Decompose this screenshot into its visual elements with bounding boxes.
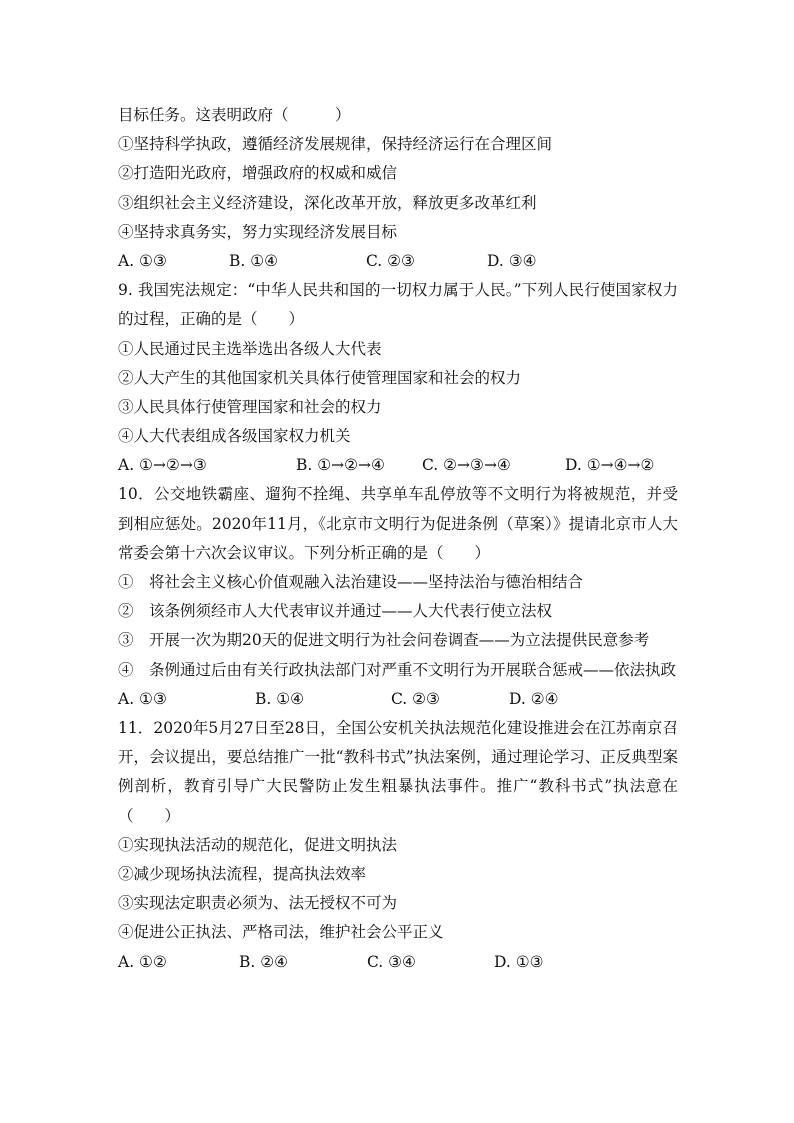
q10-option-d: D. ②④	[509, 689, 559, 708]
q10-options	[118, 685, 678, 714]
q9-item-2: ②人大产生的其他国家机关具体行使管理国家和社会的权力	[118, 368, 522, 387]
q8-stem-tail: 目标任务。这表明政府（ ）	[118, 106, 351, 124]
q10-stem: 10．公交地铁霸座、遛狗不拴绳、共享单车乱停放等不文明行为将被规范，并受到相应惩处。2020年11月，《北京市文明行为促进条例（草案）》提请北京市人大常委会第十六次会议审议。下列分析正确的是（ ）	[118, 485, 678, 562]
q11-option-b: B. ②④	[239, 952, 289, 971]
q10-item-1: ① 将社会主义核心价值观融入法治建设——坚持法治与德治相结合	[118, 573, 584, 592]
q9-stem: 9. 我国宪法规定：“中华人民共和国的一切权力属于人民。”下列人民行使国家权力的过程，正确的是（ ）	[118, 281, 678, 329]
q11-option-a: A. ①②	[118, 952, 167, 971]
q8-item-3: ③组织社会主义经济建设，深化改革开放，释放更多改革红利	[118, 193, 537, 212]
q11-item-4: ④促进公正执法、严格司法，维护社会公平正义	[118, 923, 444, 942]
q8-option-d: D. ③④	[487, 251, 537, 270]
q10-item-4: ④ 条例通过后由有关行政执法部门对严重不文明行为开展联合惩戒——依法执政	[118, 660, 677, 679]
q9-option-c: C. ②→③→④	[422, 456, 511, 475]
q8-option-b: B. ①④	[229, 251, 279, 270]
q8-option-a: A. ①③	[118, 251, 167, 270]
q9-option-d: D. ①→④→②	[565, 456, 655, 475]
q11-option-d: D. ①③	[494, 952, 544, 971]
q8-options	[118, 247, 678, 276]
q10-item-2: ② 该条例须经市人大代表审议并通过——人大代表行使立法权	[118, 602, 553, 621]
q11-item-2: ②减少现场执法流程，提高执法效率	[118, 865, 367, 884]
q11-options	[118, 948, 678, 977]
q9-item-3: ③人民具体行使管理国家和社会的权力	[118, 397, 382, 416]
q10-item-3: ③ 开展一次为期20天的促进文明行为社会问卷调查——为立法提供民意参考	[118, 631, 650, 650]
q9-option-a: A. ①→②→③	[118, 456, 207, 475]
q11-item-3: ③实现法定职责必须为、法无授权不可为	[118, 894, 398, 913]
q9-item-1: ①人民通过民主选举选出各级人大代表	[118, 339, 382, 358]
q8-item-4: ④坚持求真务实，努力实现经济发展目标	[118, 222, 398, 241]
q10-option-a: A. ①③	[118, 689, 167, 708]
q8-option-c: C. ②③	[366, 251, 415, 270]
exam-page-content	[118, 101, 678, 977]
q9-item-4: ④人大代表组成各级国家权力机关	[118, 427, 351, 446]
q9-option-b: B. ①→②→④	[296, 456, 385, 475]
q8-item-2: ②打造阳光政府，增强政府的权威和威信	[118, 164, 398, 183]
q10-option-c: C. ②③	[391, 689, 440, 708]
q8-item-1: ①坚持科学执政，遵循经济发展规律，保持经济运行在合理区间	[118, 135, 553, 154]
q11-stem: 11．2020年5月27日至28日，全国公安机关执法规范化建设推进会在江苏南京召开，会议提出，要总结推广一批“教科书式”执法案例，通过理论学习、正反典型案例剖析，教育引导广大民警防止发生粗暴执法事件。推广“教科书式”执法意在（ ）	[118, 719, 678, 825]
q10-option-b: B. ①④	[255, 689, 305, 708]
q11-item-1: ①实现执法活动的规范化，促进文明执法	[118, 835, 398, 854]
q9-options	[118, 451, 678, 480]
q11-option-c: C. ③④	[367, 952, 416, 971]
